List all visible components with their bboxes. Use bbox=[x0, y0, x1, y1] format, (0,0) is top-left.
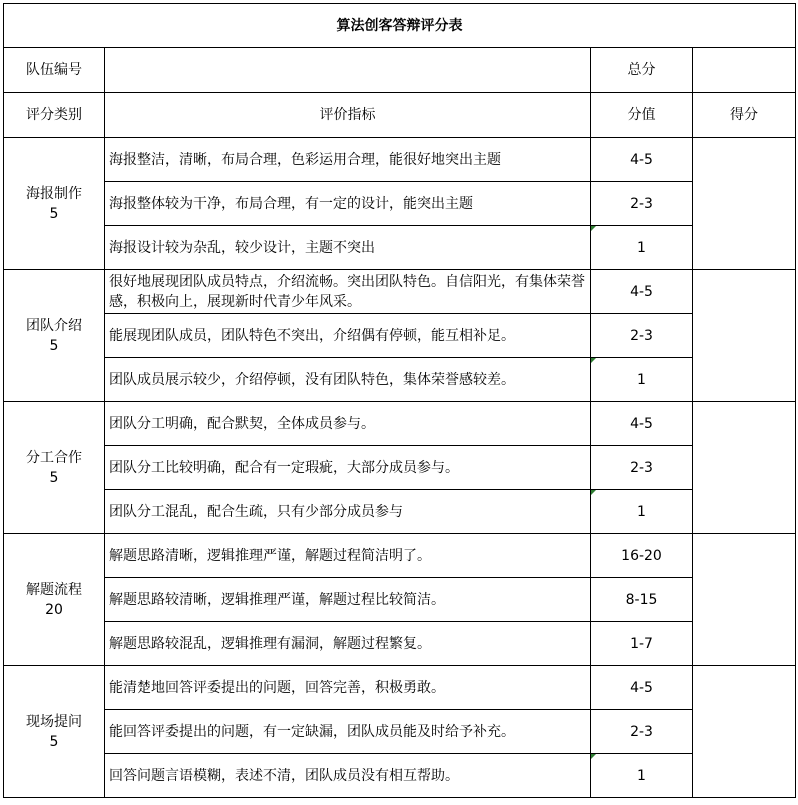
team-number-label: 队伍编号 bbox=[4, 48, 105, 93]
points-range: 4-5 bbox=[591, 138, 693, 182]
criteria-text: 海报整洁，清晰，布局合理，色彩运用合理，能很好地突出主题 bbox=[105, 138, 591, 182]
score-header: 得分 bbox=[693, 93, 796, 138]
points-range-cell bbox=[591, 754, 693, 798]
category-name: 现场提问 bbox=[26, 713, 82, 730]
points-range: 4-5 bbox=[591, 666, 693, 710]
points-range: 1 bbox=[637, 239, 646, 256]
criteria-text: 团队分工混乱，配合生疏，只有少部分成员参与 bbox=[105, 490, 591, 534]
cell-marker-icon bbox=[591, 226, 596, 231]
points-range: 2-3 bbox=[591, 182, 693, 226]
points-range: 1 bbox=[637, 767, 646, 784]
points-range-cell bbox=[591, 226, 693, 270]
total-score-label: 总分 bbox=[591, 48, 693, 93]
criteria-text: 回答问题言语模糊，表述不清，团队成员没有相互帮助。 bbox=[105, 754, 591, 798]
points-range: 8-15 bbox=[591, 578, 693, 622]
category-cell-poster bbox=[4, 138, 105, 270]
criteria-text: 海报设计较为杂乱，较少设计，主题不突出 bbox=[105, 226, 591, 270]
criteria-text: 解题思路清晰，逻辑推理严谨，解题过程简洁明了。 bbox=[105, 534, 591, 578]
score-input-cell[interactable] bbox=[693, 402, 796, 534]
team-number-field[interactable] bbox=[105, 48, 591, 93]
criteria-header: 评价指标 bbox=[105, 93, 591, 138]
score-input-cell[interactable] bbox=[693, 666, 796, 798]
category-name: 分工合作 bbox=[26, 449, 82, 466]
criteria-text: 很好地展现团队成员特点，介绍流畅。突出团队特色。自信阳光，有集体荣誉感，积极向上，展现新时代青少年风采。 bbox=[105, 270, 591, 314]
cell-marker-icon bbox=[591, 490, 596, 495]
category-max-score: 5 bbox=[49, 469, 59, 486]
total-score-field[interactable] bbox=[693, 48, 796, 93]
criteria-text: 团队成员展示较少，介绍停顿，没有团队特色，集体荣誉感较差。 bbox=[105, 358, 591, 402]
points-range: 4-5 bbox=[591, 402, 693, 446]
category-header: 评分类别 bbox=[4, 93, 105, 138]
score-input-cell[interactable] bbox=[693, 270, 796, 402]
cell-marker-icon bbox=[591, 754, 596, 759]
category-cell-qa bbox=[4, 666, 105, 798]
criteria-text: 能清楚地回答评委提出的问题，回答完善，积极勇敢。 bbox=[105, 666, 591, 710]
category-max-score: 5 bbox=[49, 733, 59, 750]
category-name: 团队介绍 bbox=[26, 317, 82, 334]
criteria-text: 能展现团队成员，团队特色不突出，介绍偶有停顿，能互相补足。 bbox=[105, 314, 591, 358]
category-max-score: 5 bbox=[49, 205, 59, 222]
criteria-text: 解题思路较混乱，逻辑推理有漏洞，解题过程繁复。 bbox=[105, 622, 591, 666]
criteria-text: 团队分工明确，配合默契，全体成员参与。 bbox=[105, 402, 591, 446]
score-input-cell[interactable] bbox=[693, 138, 796, 270]
criteria-text: 能回答评委提出的问题，有一定缺漏，团队成员能及时给予补充。 bbox=[105, 710, 591, 754]
points-range: 4-5 bbox=[591, 270, 693, 314]
score-table bbox=[3, 3, 796, 798]
points-range-cell bbox=[591, 358, 693, 402]
points-range: 2-3 bbox=[591, 710, 693, 754]
category-cell-solution bbox=[4, 534, 105, 666]
points-range: 2-3 bbox=[591, 314, 693, 358]
category-max-score: 20 bbox=[45, 601, 63, 618]
score-input-cell[interactable] bbox=[693, 534, 796, 666]
criteria-text: 团队分工比较明确，配合有一定瑕疵，大部分成员参与。 bbox=[105, 446, 591, 490]
points-header: 分值 bbox=[591, 93, 693, 138]
points-range: 1-7 bbox=[591, 622, 693, 666]
points-range: 2-3 bbox=[591, 446, 693, 490]
criteria-text: 解题思路较清晰，逻辑推理严谨，解题过程比较简洁。 bbox=[105, 578, 591, 622]
category-cell-team-intro bbox=[4, 270, 105, 402]
points-range: 16-20 bbox=[591, 534, 693, 578]
table-title: 算法创客答辩评分表 bbox=[4, 4, 796, 48]
category-max-score: 5 bbox=[49, 337, 59, 354]
points-range: 1 bbox=[637, 503, 646, 520]
points-range: 1 bbox=[637, 371, 646, 388]
category-name: 解题流程 bbox=[26, 581, 82, 598]
points-range-cell bbox=[591, 490, 693, 534]
category-cell-teamwork bbox=[4, 402, 105, 534]
criteria-text: 海报整体较为干净，布局合理，有一定的设计，能突出主题 bbox=[105, 182, 591, 226]
category-name: 海报制作 bbox=[26, 185, 82, 202]
cell-marker-icon bbox=[591, 358, 596, 363]
